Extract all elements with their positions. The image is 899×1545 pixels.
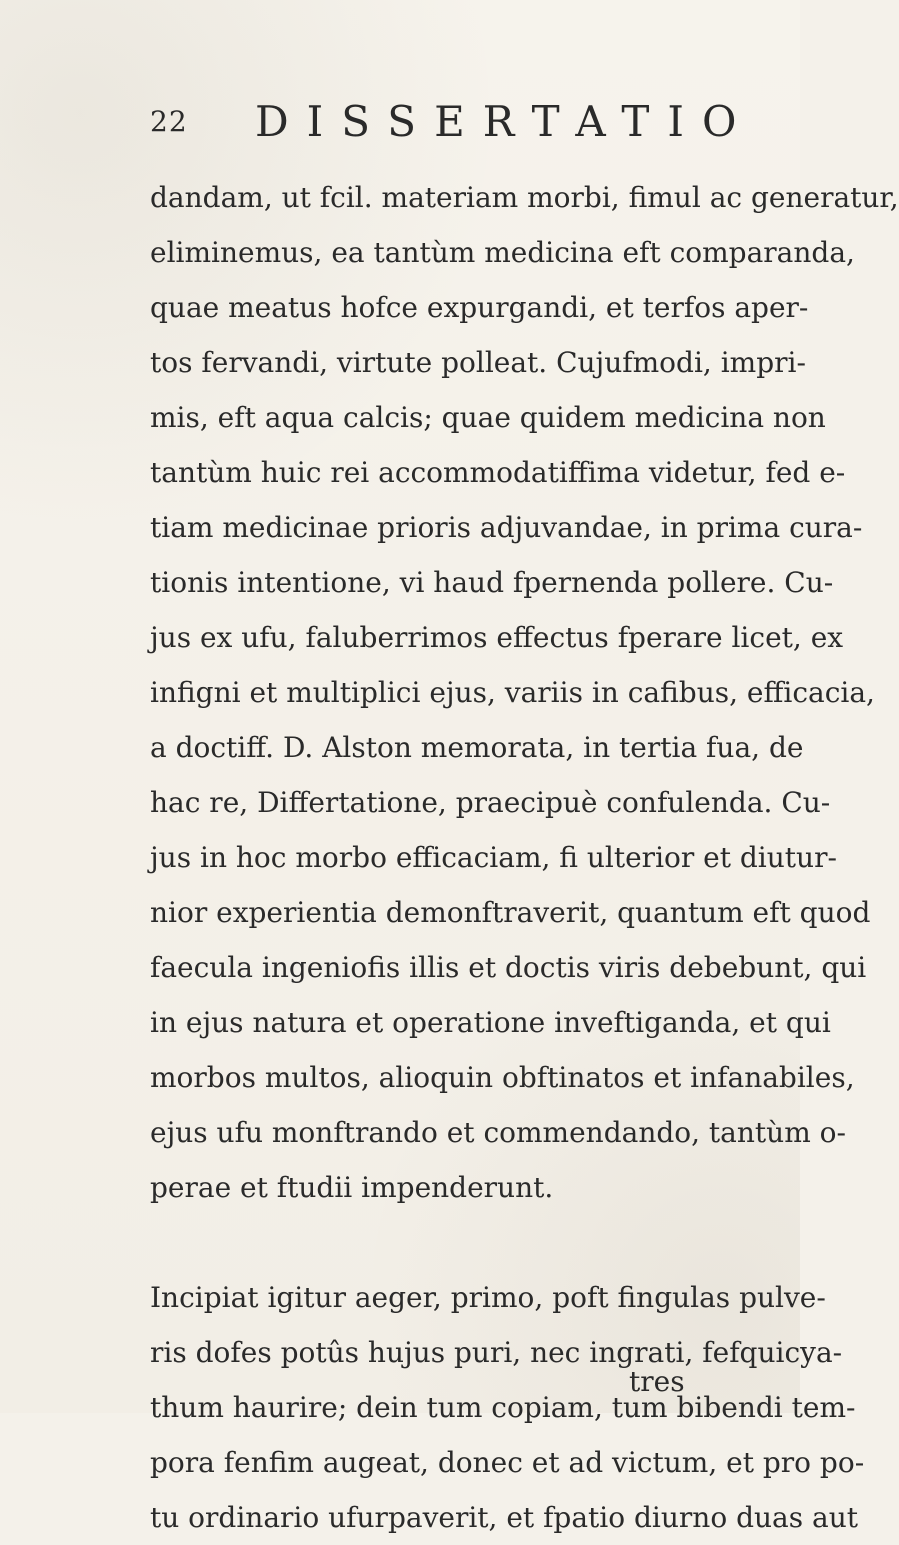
text-line-5: mis, eft aqua calcis; quae quidem medicina non — [150, 401, 826, 434]
page-header — [150, 97, 755, 147]
text-line-13: jus in hoc morbo efficaciam, fi ulterior et diutur- — [150, 841, 837, 874]
text-line-21: ris dofes potûs hujus puri, nec ingrati, fefquicya- — [150, 1336, 843, 1369]
text-line-6: tantùm huic rei accommodatiffima videtur, fed e- — [150, 456, 846, 489]
text-line-22: thum haurire; dein tum copiam, tum bibendi tem- — [150, 1391, 856, 1424]
text-line-16: in ejus natura et operatione inveftiganda, et qui — [150, 1006, 831, 1039]
text-line-17: morbos multos, alioquin obftinatos et infanabiles, — [150, 1061, 855, 1094]
text-line-7: tiam medicinae prioris adjuvandae, in prima cura- — [150, 511, 863, 544]
text-line-4: tos fervandi, virtute polleat. Cujufmodi, impri- — [150, 346, 806, 379]
text-line-19: perae et ftudii impenderunt. — [150, 1171, 554, 1204]
text-line-18: ejus ufu monftrando et commendando, tantùm o- — [150, 1116, 846, 1149]
text-line-24: tu ordinario ufurpaverit, et fpatio diurno duas aut — [150, 1501, 858, 1534]
text-line-12: hac re, Differtatione, praecipuè confulenda. Cu- — [150, 786, 831, 819]
text-line-2: eliminemus, ea tantùm medicina eft comparanda, — [150, 236, 855, 269]
text-line-8: tionis intentione, vi haud fpernenda pollere. Cu- — [150, 566, 834, 599]
text-line-20: Incipiat igitur aeger, primo, poft fingulas pulve- — [150, 1281, 826, 1314]
text-line-1: dandam, ut fcil. materiam morbi, fimul ac generatur, — [150, 181, 899, 214]
text-line-9: jus ex ufu, faluberrimos effectus fperare licet, ex — [150, 621, 844, 654]
paragraph-gap — [150, 1215, 702, 1270]
text-line-3: quae meatus hofce expurgandi, et terfos aper- — [150, 291, 809, 324]
text-line-11: a doctiff. D. Alston memorata, in tertia fua, de — [150, 731, 804, 764]
running-title: DISSERTATIO — [255, 97, 755, 146]
text-line-14: nior experientia demonftraverit, quantum eft quod — [150, 896, 871, 929]
text-line-23: pora fenfim augeat, donec et ad victum, et pro po- — [150, 1446, 865, 1479]
text-line-10: infigni et multiplici ejus, variis in cafibus, efficacia, — [150, 676, 875, 709]
text-line-15: faecula ingeniofis illis et doctis viris debebunt, qui — [150, 951, 867, 984]
page-number: 22 — [150, 105, 188, 138]
catchword: tres — [629, 1365, 685, 1398]
main-text — [150, 170, 899, 1545]
